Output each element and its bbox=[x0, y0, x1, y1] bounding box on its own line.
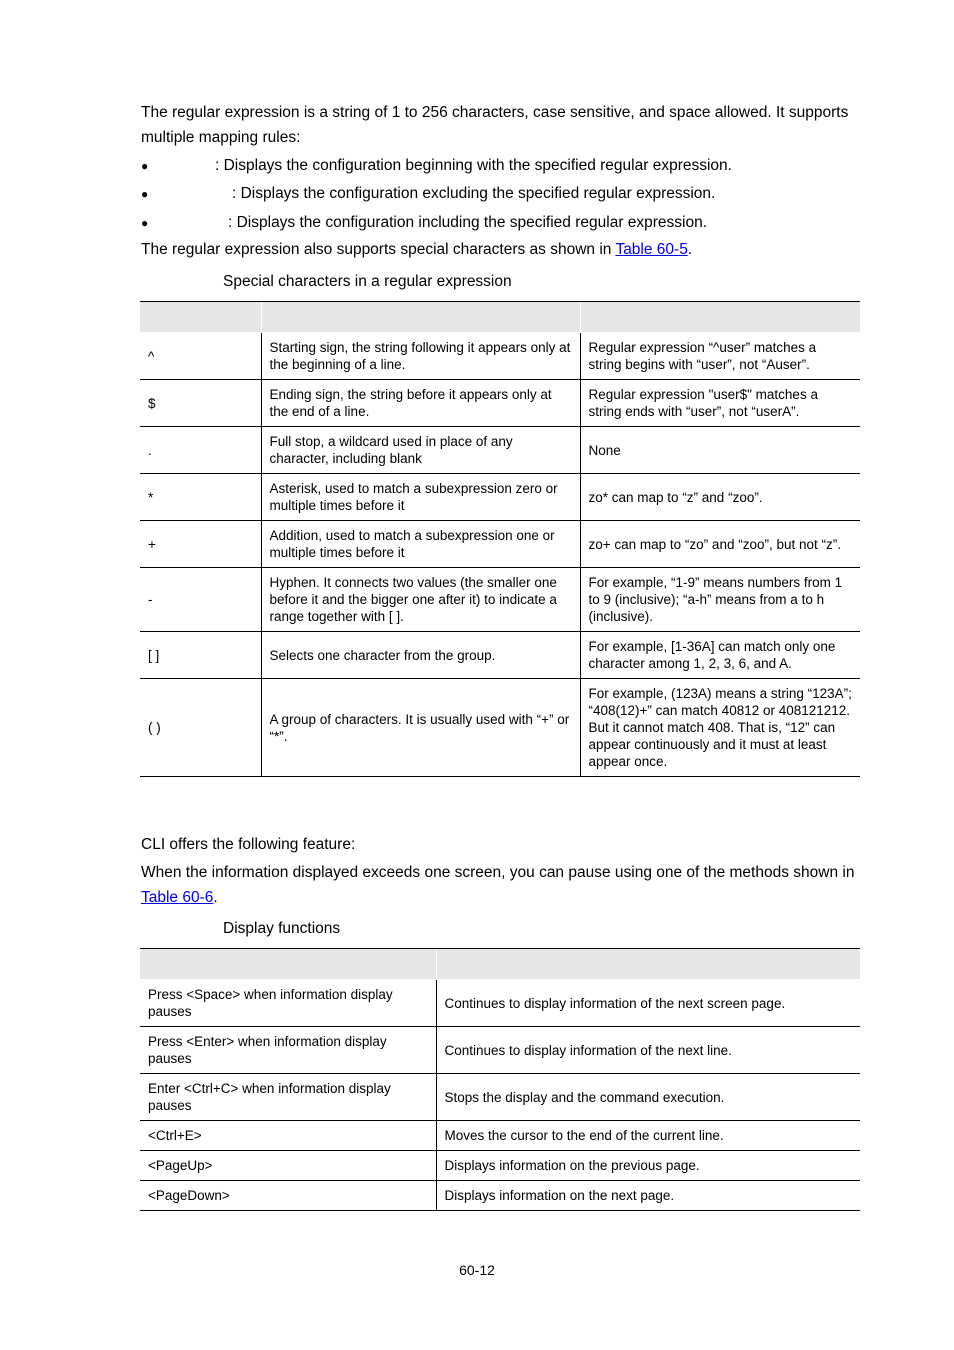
meaning-cell: Hyphen. It connects two values (the smaller one before it and the bigger one after it) to indicate a range together with [ ]. bbox=[261, 568, 580, 632]
remarks-cell: For example, (123A) means a string “123A”; “408(12)+” can match 40812 or 408121212. But it cannot match 408. That is, “12” can appear continuously and it must at least appear once. bbox=[580, 679, 860, 777]
table-row bbox=[140, 1074, 860, 1121]
header-cell bbox=[140, 302, 261, 333]
bullet-text: : Displays the configuration beginning with the specified regular expression. bbox=[215, 157, 732, 174]
table1-caption: Special characters in a regular expression bbox=[223, 273, 512, 290]
remarks-cell: Regular expression "user$" matches a string ends with “user”, not “userA”. bbox=[580, 380, 860, 427]
special-chars-sentence bbox=[141, 237, 867, 262]
cli-pause-paragraph bbox=[141, 860, 867, 910]
remarks-cell: zo+ can map to “zo” and “zoo”, but not “z”. bbox=[580, 521, 860, 568]
char-cell: + bbox=[140, 521, 261, 568]
meaning-cell: Addition, used to match a subexpression one or multiple times before it bbox=[261, 521, 580, 568]
table-row bbox=[140, 1027, 860, 1074]
action-cell: <PageDown> bbox=[140, 1181, 436, 1211]
table-header-row bbox=[140, 949, 860, 980]
table-row bbox=[140, 333, 860, 380]
table-row bbox=[140, 474, 860, 521]
table-row bbox=[140, 427, 860, 474]
char-cell: * bbox=[140, 474, 261, 521]
char-cell: ^ bbox=[140, 333, 261, 380]
meaning-cell: Ending sign, the string before it appears only at the end of a line. bbox=[261, 380, 580, 427]
char-cell: $ bbox=[140, 380, 261, 427]
function-cell: Displays information on the previous page. bbox=[436, 1151, 860, 1181]
action-cell: Press <Space> when information display pauses bbox=[140, 980, 436, 1027]
table-60-5-link[interactable]: Table 60-5 bbox=[615, 241, 688, 258]
header-cell bbox=[436, 949, 860, 980]
meaning-cell: Starting sign, the string following it appears only at the beginning of a line. bbox=[261, 333, 580, 380]
remarks-cell: Regular expression “^user” matches a string begins with “user”, not “Auser”. bbox=[580, 333, 860, 380]
function-cell: Continues to display information of the next line. bbox=[436, 1027, 860, 1074]
table-row bbox=[140, 1181, 860, 1211]
action-cell: <PageUp> bbox=[140, 1151, 436, 1181]
cli-intro-paragraph: CLI offers the following feature: bbox=[141, 836, 356, 853]
char-cell: . bbox=[140, 427, 261, 474]
bullet-text: : Displays the configuration including the specified regular expression. bbox=[228, 214, 708, 231]
remarks-cell: zo* can map to “z” and “zoo”. bbox=[580, 474, 860, 521]
function-cell: Displays information on the next page. bbox=[436, 1181, 860, 1211]
char-cell: ( ) bbox=[140, 679, 261, 777]
action-cell: Press <Enter> when information display pauses bbox=[140, 1027, 436, 1074]
function-cell: Moves the cursor to the end of the current line. bbox=[436, 1121, 860, 1151]
header-cell bbox=[580, 302, 860, 333]
meaning-cell: Asterisk, used to match a subexpression zero or multiple times before it bbox=[261, 474, 580, 521]
meaning-cell: Selects one character from the group. bbox=[261, 632, 580, 679]
table-header-row bbox=[140, 302, 860, 333]
meaning-cell: A group of characters. It is usually used with “+” or “*”. bbox=[261, 679, 580, 777]
function-cell: Continues to display information of the next screen page. bbox=[436, 980, 860, 1027]
sentence-end: . bbox=[687, 241, 693, 258]
paragraph-end: . bbox=[213, 889, 218, 906]
bullet-dot-icon: ● bbox=[141, 159, 149, 173]
page-number: 60-12 bbox=[459, 1262, 495, 1278]
char-cell: [ ] bbox=[140, 632, 261, 679]
function-cell: Stops the display and the command execution. bbox=[436, 1074, 860, 1121]
table-row bbox=[140, 980, 860, 1027]
table-row bbox=[140, 1121, 860, 1151]
remarks-cell: For example, [1-36A] can match only one character among 1, 2, 3, 6, and A. bbox=[580, 632, 860, 679]
char-cell: - bbox=[140, 568, 261, 632]
table-60-6-link[interactable]: Table 60-6 bbox=[141, 889, 214, 906]
header-cell bbox=[261, 302, 580, 333]
bullet-dot-icon: ● bbox=[141, 187, 149, 201]
table-row bbox=[140, 521, 860, 568]
display-functions-table bbox=[140, 948, 860, 1211]
table2-caption: Display functions bbox=[223, 920, 341, 937]
remarks-cell: None bbox=[580, 427, 860, 474]
meaning-cell: Full stop, a wildcard used in place of any character, including blank bbox=[261, 427, 580, 474]
action-cell: <Ctrl+E> bbox=[140, 1121, 436, 1151]
table-row bbox=[140, 632, 860, 679]
special-characters-table bbox=[140, 301, 860, 777]
table-row bbox=[140, 380, 860, 427]
sentence-text: The regular expression also supports special characters as shown in bbox=[141, 241, 616, 258]
table-row bbox=[140, 679, 860, 777]
action-cell: Enter <Ctrl+C> when information display pauses bbox=[140, 1074, 436, 1121]
remarks-cell: For example, “1-9” means numbers from 1 to 9 (inclusive); “a-h” means from a to h (inclusive). bbox=[580, 568, 860, 632]
bullet-dot-icon: ● bbox=[141, 216, 149, 230]
paragraph-text: When the information displayed exceeds one screen, you can pause using one of the methods shown in bbox=[141, 864, 855, 881]
intro-paragraph: The regular expression is a string of 1 to 256 characters, case sensitive, and space allowed. It supports multiple mapping rules: bbox=[141, 104, 849, 146]
table-row bbox=[140, 1151, 860, 1181]
header-cell bbox=[140, 949, 436, 980]
bullet-text: : Displays the configuration excluding the specified regular expression. bbox=[232, 185, 716, 202]
table-row bbox=[140, 568, 860, 632]
